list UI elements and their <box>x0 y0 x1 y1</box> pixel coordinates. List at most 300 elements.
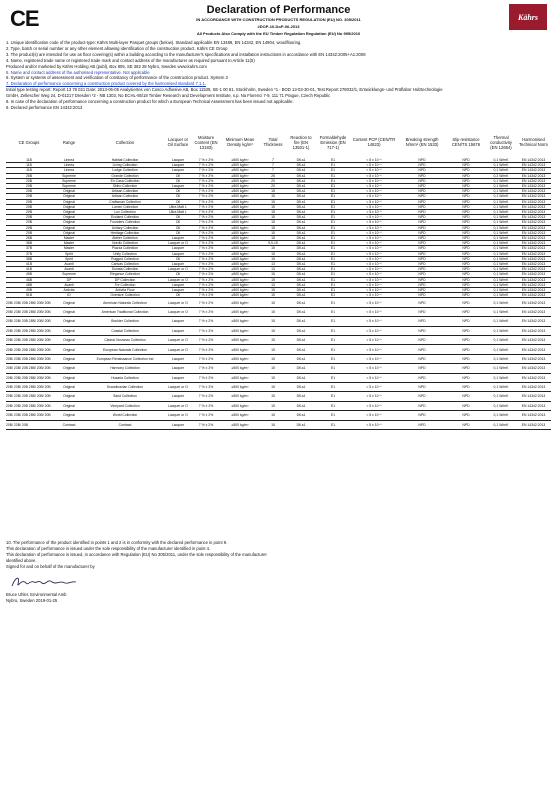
table-cell: E1 <box>316 194 350 199</box>
footer-line: This declaration of performance is issued under the sole responsibility of the manufacturer identified in point 4. <box>6 546 211 551</box>
intro-line: 9. Declared performance EN 14342:2013 <box>6 104 83 110</box>
table-cell: 7 % ± 2% <box>192 272 220 277</box>
table-cell: 7 % ± 2% <box>192 364 220 373</box>
table-cell: Lacquer <box>164 317 192 326</box>
table-cell: NPD <box>446 262 486 267</box>
table-cell: 7 % ± 2% <box>192 225 220 230</box>
table-cell: < 5 x 10⁻⁶ <box>350 345 398 354</box>
intro-line: 3. The product(s) are intended for use as floor covering(s) within a building according to the manufacturer's specifications and installation instructions in accordance with EN 14342:2005+A1:2008 <box>6 51 366 57</box>
table-cell: EN 14342:2013 <box>516 251 551 256</box>
table-cell: Coastal Collection <box>86 326 164 335</box>
table-cell: European Renaissance Collection Ind <box>86 354 164 363</box>
table-cell: 41B <box>6 267 52 272</box>
table-cell: Vineyard Collection <box>86 401 164 410</box>
table-cell: 0,1 W/mK <box>486 199 516 204</box>
table-cell: Dfl-s1 <box>286 262 316 267</box>
table-cell: ≥500 kg/m³ <box>220 383 260 392</box>
table-cell: NPD <box>446 210 486 215</box>
table-cell: EN 14342:2013 <box>516 189 551 194</box>
table-cell: Lacquer <box>164 373 192 382</box>
table-cell: NPD <box>446 251 486 256</box>
table-cell: EN 14342:2013 <box>516 317 551 326</box>
table-cell: Dfl-s1 <box>286 199 316 204</box>
table-cell: EN 14342:2013 <box>516 168 551 173</box>
table-cell: 20B/ 23B/ 20B 28B/ 20B/ 20B <box>6 317 52 326</box>
table-cell: < 5 x 10⁻⁶ <box>350 307 398 316</box>
table-cell: < 5 x 10⁻⁶ <box>350 267 398 272</box>
footer-line: 10. The performance of the product identified in points 1 and 2 is in conformity with the declared performance in point 9. <box>6 540 228 545</box>
table-cell: 0,2 W/mK <box>486 173 516 178</box>
table-cell: Lacquer or O <box>164 267 192 272</box>
table-cell: NPD <box>446 225 486 230</box>
table-cell: E1 <box>316 256 350 261</box>
table-cell: ≥500 kg/m³ <box>220 184 260 189</box>
table-cell: 20B/ 23B/ 20B 28B/ 20B/ 20B <box>6 336 52 345</box>
table-cell: EN 14342:2013 <box>516 158 551 163</box>
table-cell: EN 14342:2013 <box>516 420 551 429</box>
table-cell: 0,1 W/mK <box>486 293 516 298</box>
table-cell: NPD <box>446 288 486 293</box>
table-cell: < 5 x 10⁻⁶ <box>350 241 398 246</box>
table-cell: < 5 x 10⁻⁶ <box>350 373 398 382</box>
table-cell: ≥500 kg/m³ <box>220 326 260 335</box>
table-cell: Dfl-s1 <box>286 158 316 163</box>
table-cell: NPD <box>446 364 486 373</box>
footer-line: This declaration of performance is issued, in accordance with Regulation (EU) No 305/2011, under the sole responsibility of the manufacturer <box>6 552 267 557</box>
table-cell: ≥500 kg/m³ <box>220 204 260 209</box>
table-cell: ≥500 kg/m³ <box>220 220 260 225</box>
timber-regulation-line: All Products Also Comply with the EU Timber Regulation Regulation (EU) No 995/2010 <box>196 31 361 36</box>
table-cell: EN 14342:2013 <box>516 392 551 401</box>
table-cell: Oil <box>164 199 192 204</box>
table-cell: 38B <box>6 256 52 261</box>
table-cell: EN 14342:2013 <box>516 241 551 246</box>
table-cell: Master <box>52 246 86 251</box>
table-cell: 0,1 W/mK <box>486 401 516 410</box>
table-cell: Dfl-s1 <box>286 373 316 382</box>
table-cell: EN 14342:2013 <box>516 178 551 183</box>
table-cell: Lacquer <box>164 163 192 168</box>
table-cell: 46B <box>6 277 52 282</box>
table-cell: 7 % ± 2% <box>192 336 220 345</box>
table-cell: Original <box>52 210 86 215</box>
table-cell: E1 <box>316 178 350 183</box>
table-cell: Dfl-s1 <box>286 256 316 261</box>
table-cell: Oil <box>164 173 192 178</box>
table-cell: NPD <box>446 199 486 204</box>
table-cell: 20B/ 23B/ 20B <box>6 420 52 429</box>
table-cell: NPD <box>398 293 446 298</box>
table-cell: ≥500 kg/m³ <box>220 293 260 298</box>
table-cell: Dfl-s1 <box>286 298 316 307</box>
table-cell: NPD <box>446 230 486 235</box>
table-cell: Activita <box>52 288 86 293</box>
table-cell: Original <box>52 189 86 194</box>
table-cell: 20B/ 23B/ 20B 28B/ 20B/ 20B <box>6 307 52 316</box>
table-cell: Husaria Collection <box>86 373 164 382</box>
table-cell: EN 14342:2013 <box>516 230 551 235</box>
table-cell: 0,1 W/mK <box>486 411 516 420</box>
table-cell: Lumen Collection <box>86 204 164 209</box>
table-cell: Dfl-s1 <box>286 401 316 410</box>
column-header: CE Groups <box>18 139 40 145</box>
table-cell: Original <box>52 364 86 373</box>
table-cell: E1 <box>316 420 350 429</box>
table-cell: Original <box>52 220 86 225</box>
table-cell: 7 % ± 2% <box>192 236 220 241</box>
table-cell: EN 14342:2013 <box>516 163 551 168</box>
table-cell: E1 <box>316 220 350 225</box>
table-cell: < 5 x 10⁻⁶ <box>350 204 398 209</box>
table-cell: 7 % ± 2% <box>192 326 220 335</box>
table-cell: Dfl-s1 <box>286 215 316 220</box>
table-cell: 45B <box>6 272 52 277</box>
table-cell: 20B <box>6 210 52 215</box>
table-cell: EN 14342:2013 <box>516 354 551 363</box>
table-cell: 13 <box>260 267 286 272</box>
table-cell: ≥500 kg/m³ <box>220 288 260 293</box>
table-cell: Oil <box>164 272 192 277</box>
table-cell: 15 <box>260 307 286 316</box>
table-cell: 0,1 W/mK <box>486 277 516 282</box>
table-cell: 20B/ 23B/ 20B 28B/ 20B/ 20B <box>6 383 52 392</box>
table-cell: 7 % ± 2% <box>192 345 220 354</box>
table-cell: DP Collection <box>86 277 164 282</box>
table-cell: EN 14342:2013 <box>516 401 551 410</box>
table-cell: 11B <box>6 168 52 173</box>
ce-mark: CE <box>10 6 39 31</box>
table-cell: E1 <box>316 236 350 241</box>
table-cell: 7 % ± 2% <box>192 194 220 199</box>
table-cell: European Naturals Collection <box>86 345 164 354</box>
table-cell: ≥500 kg/m³ <box>220 354 260 363</box>
table-cell: EN 14342:2013 <box>516 373 551 382</box>
table-cell: Oil <box>164 293 192 298</box>
table-cell: Dfl-s1 <box>286 293 316 298</box>
table-cell: 20 <box>260 184 286 189</box>
table-cell: NPD <box>446 215 486 220</box>
table-cell: E1 <box>316 251 350 256</box>
table-cell: Original <box>52 373 86 382</box>
table-cell: E1 <box>316 364 350 373</box>
table-cell: 15 <box>260 392 286 401</box>
table-cell: Oil <box>164 189 192 194</box>
column-header: Harmonised Technical Norm <box>519 137 548 147</box>
signer-block <box>6 592 67 604</box>
table-cell: Original <box>52 199 86 204</box>
intro-line: 8. In case of the declaration of performance concerning a construction product for which a European Technical Assessment has been issued not applicable. <box>6 99 294 105</box>
table-cell: < 5 x 10⁻⁶ <box>350 336 398 345</box>
table-cell: 36B <box>6 241 52 246</box>
table-cell: 11B <box>6 158 52 163</box>
footer-line: identified above. <box>6 558 37 563</box>
table-cell: Spirit <box>52 251 86 256</box>
table-cell: Contract <box>52 420 86 429</box>
table-cell: 0,1 W/mK <box>486 168 516 173</box>
table-cell: Lacquer <box>164 420 192 429</box>
table-cell: NPD <box>398 199 446 204</box>
table-row <box>6 383 551 392</box>
table-cell: Dfl-s1 <box>286 364 316 373</box>
table-cell: 7 <box>260 168 286 173</box>
intro-line: GmbH, Zellescher Weg 24, D-01217 Dresden *2 - NB 1303, No ECHL-85/18 Timber Research and Development Institute, s.p. Na Florenci 7-9, 111 71 Prague, Czech Republic <box>6 93 331 99</box>
table-row <box>6 420 551 429</box>
table-cell: Habitat Collection <box>86 158 164 163</box>
table-cell: E1 <box>316 298 350 307</box>
table-cell: NPD <box>398 420 446 429</box>
intro-line: 1. Unique identification code of the product-type: Kährs Multi-layer Parquet groups (below). Standard applicable EN 13489, EN 14342, EN 14904, woodflooring. <box>6 40 302 45</box>
table-cell: Lacquer <box>164 262 192 267</box>
column-header: Total Thickness <box>263 137 283 147</box>
table-cell: 0,1 W/mK <box>486 210 516 215</box>
table-cell: Original <box>52 392 86 401</box>
table-cell: 7 <box>260 158 286 163</box>
table-cell: 20B <box>6 194 52 199</box>
table-cell: 0,1 W/mK <box>486 246 516 251</box>
table-cell: 7 % ± 2% <box>192 411 220 420</box>
table-cell: NPD <box>398 163 446 168</box>
signature-image <box>10 574 90 590</box>
regulation-line: IN ACCORDANCE WITH CONSTRUCTION PRODUCTS REGULATION (EU) NO. 305/2011 <box>196 17 361 22</box>
table-cell: 0,1 W/mK <box>486 251 516 256</box>
table-cell: 0,1 W/mK <box>486 307 516 316</box>
table-cell: Dfl-s1 <box>286 251 316 256</box>
table-cell: NPD <box>398 168 446 173</box>
table-cell: NPD <box>446 383 486 392</box>
table-cell: NPD <box>398 184 446 189</box>
table-cell: NPD <box>398 210 446 215</box>
table-cell: Lacquer or O <box>164 401 192 410</box>
column-header: Thermal conductivity (EN 12664) <box>490 134 512 150</box>
table-cell: ≥500 kg/m³ <box>220 194 260 199</box>
table-cell: Linnea <box>52 163 86 168</box>
table-cell: Dfl-s1 <box>286 411 316 420</box>
table-cell: < 5 x 10⁻⁶ <box>350 256 398 261</box>
table-cell: Oil <box>164 194 192 199</box>
table-cell: Scandinavian Collection <box>86 383 164 392</box>
table-cell: NPD <box>446 189 486 194</box>
table-cell: 7 % ± 2% <box>192 204 220 209</box>
intro-line: 6. System or systems of assessment and verification of constancy of performance of the construction product. System 3 <box>6 75 228 81</box>
table-cell: E1 <box>316 345 350 354</box>
table-cell: E1 <box>316 272 350 277</box>
column-header: Formaldehyde Emission (EN 717-1) <box>319 134 347 150</box>
table-cell: Lacquer <box>164 364 192 373</box>
table-cell: Sand Collection <box>86 392 164 401</box>
column-header: Moisture Content (EN 13183) <box>194 134 218 150</box>
intro-line: 7. Declaration of performance concerning a construction product covered by the harmonised standard 7.1.1. <box>6 81 206 87</box>
table-cell: NPD <box>446 326 486 335</box>
table-cell: E1 <box>316 277 350 282</box>
table-cell: American Traditional Collection <box>86 307 164 316</box>
table-cell: Skibo Collection <box>86 184 164 189</box>
table-cell: E1 <box>316 317 350 326</box>
table-cell: NPD <box>398 272 446 277</box>
table-cell: NPD <box>446 298 486 307</box>
table-row <box>6 354 551 363</box>
table-cell: Original <box>52 194 86 199</box>
table-row <box>6 392 551 401</box>
table-cell: ≥500 kg/m³ <box>220 230 260 235</box>
table-cell: E1 <box>316 326 350 335</box>
table-cell: < 5 x 10⁻⁶ <box>350 354 398 363</box>
table-cell: < 5 x 10⁻⁶ <box>350 288 398 293</box>
table-cell: 15 <box>260 256 286 261</box>
table-cell: Lacquer or O <box>164 345 192 354</box>
table-cell: E1 <box>316 411 350 420</box>
table-cell: EN 14342:2013 <box>516 194 551 199</box>
table-cell: 7 % ± 2% <box>192 158 220 163</box>
table-cell: Original <box>52 307 86 316</box>
table-cell: Avanti <box>52 267 86 272</box>
table-cell: 15 <box>260 251 286 256</box>
table-cell: Contract <box>86 420 164 429</box>
table-cell: Original <box>52 345 86 354</box>
table-cell: < 5 x 10⁻⁶ <box>350 401 398 410</box>
table-cell: NPD <box>446 173 486 178</box>
table-cell: E1 <box>316 293 350 298</box>
table-cell: E1 <box>316 163 350 168</box>
table-cell: Artisan Collection <box>86 189 164 194</box>
table-cell: 7 % ± 2% <box>192 178 220 183</box>
table-cell: Original <box>52 215 86 220</box>
table-cell: 0,1 W/mK <box>486 420 516 429</box>
table-cell: 15 <box>260 199 286 204</box>
table-cell: 0,1 W/mK <box>486 354 516 363</box>
table-cell: EN 14342:2013 <box>516 267 551 272</box>
table-cell: NPD <box>446 401 486 410</box>
table-row <box>6 373 551 382</box>
table-cell: NPD <box>446 256 486 261</box>
table-cell: ≥500 kg/m³ <box>220 298 260 307</box>
table-cell: E1 <box>316 204 350 209</box>
table-cell: ≥500 kg/m³ <box>220 158 260 163</box>
table-cell: 7 % ± 2% <box>192 298 220 307</box>
table-cell: 0,1 W/mK <box>486 178 516 183</box>
brand-logo: Kährs <box>509 4 547 30</box>
table-cell: NPD <box>398 267 446 272</box>
table-cell: < 5 x 10⁻⁶ <box>350 168 398 173</box>
table-cell: Dfl-s1 <box>286 326 316 335</box>
table-cell: 20B <box>6 199 52 204</box>
table-cell: 20B <box>6 178 52 183</box>
intro-line: 2. Type, batch or serial number or any other element allowing identification of the construction product. Kährs CE Group <box>6 45 228 51</box>
table-cell: NPD <box>446 158 486 163</box>
table-cell: Supreme <box>52 272 86 277</box>
table-cell: 7 % ± 2% <box>192 189 220 194</box>
table-cell: NPD <box>398 364 446 373</box>
table-cell: 20B <box>6 215 52 220</box>
table-cell: 0,1 W/mK <box>486 298 516 307</box>
table-cell: Supreme <box>52 178 86 183</box>
table-cell: Lacquer or O <box>164 277 192 282</box>
table-cell: Lacquer or O <box>164 383 192 392</box>
table-cell: Oil <box>164 256 192 261</box>
table-cell: < 5 x 10⁻⁶ <box>350 230 398 235</box>
table-cell: NPD <box>398 236 446 241</box>
table-cell: Dfl-s1 <box>286 288 316 293</box>
column-header: Breaking strength N/mm² (EN 1533) <box>405 137 439 147</box>
table-cell: NPD <box>398 354 446 363</box>
table-cell: < 5 x 10⁻⁶ <box>350 163 398 168</box>
table-cell: Dfl-s1 <box>286 277 316 282</box>
table-cell: 7 % ± 2% <box>192 215 220 220</box>
table-cell: Oil <box>164 178 192 183</box>
table-cell: 41B <box>6 262 52 267</box>
table-cell: EN 14342:2013 <box>516 277 551 282</box>
table-cell: NPD <box>398 215 446 220</box>
table-cell: EN 14342:2013 <box>516 204 551 209</box>
table-cell: 7 % ± 2% <box>192 210 220 215</box>
table-cell: Original <box>52 401 86 410</box>
table-cell: 0,1 W/mK <box>486 256 516 261</box>
table-cell: 15 <box>260 411 286 420</box>
table-cell: EN 14342:2013 <box>516 288 551 293</box>
table-row <box>6 307 551 316</box>
table-cell: EN 14342:2013 <box>516 173 551 178</box>
table-cell: ≥500 kg/m³ <box>220 178 260 183</box>
table-cell: NPD <box>398 336 446 345</box>
table-cell: EN 14342:2013 <box>516 210 551 215</box>
table-cell: Living Collection <box>86 163 164 168</box>
table-cell: Dfl-s1 <box>286 272 316 277</box>
table-cell: Heritage Collection <box>86 230 164 235</box>
table-cell: < 5 x 10⁻⁶ <box>350 411 398 420</box>
table-cell: 0,1 W/mK <box>486 236 516 241</box>
table-cell: Dfl-s1 <box>286 210 316 215</box>
table-cell: 7 % ± 2% <box>192 230 220 235</box>
table-cell: NPD <box>446 293 486 298</box>
table-row <box>6 401 551 410</box>
table-cell: ≥500 kg/m³ <box>220 210 260 215</box>
column-header: Slip resistance CEN/TS 15676 <box>451 137 481 147</box>
table-cell: Dfl-s1 <box>286 225 316 230</box>
table-cell: Grande Collection <box>86 173 164 178</box>
table-cell: Dfl-s1 <box>286 189 316 194</box>
table-cell: 0,1 W/mK <box>486 326 516 335</box>
table-cell: NPD <box>398 251 446 256</box>
table-cell: 7 % ± 2% <box>192 277 220 282</box>
table-cell: EN 14342:2013 <box>516 246 551 251</box>
table-cell: Unity Collection <box>86 251 164 256</box>
table-cell: 13 <box>260 282 286 287</box>
table-cell: < 5 x 10⁻⁶ <box>350 236 398 241</box>
table-cell: ≥500 kg/m³ <box>220 199 260 204</box>
table-cell: < 5 x 10⁻⁶ <box>350 282 398 287</box>
intro-line: 4. Name, registered trade name or registered trade mark and contact address of the manufacturer as required pursuant to Article 11(5) <box>6 57 255 63</box>
table-cell: NPD <box>446 282 486 287</box>
table-cell: NPD <box>446 411 486 420</box>
table-cell: 0,1 W/mK <box>486 189 516 194</box>
table-cell: NPD <box>398 326 446 335</box>
table-cell: EN 14342:2013 <box>516 298 551 307</box>
table-cell: 15 <box>260 354 286 363</box>
table-cell: NPD <box>446 354 486 363</box>
table-cell: 7 % ± 2% <box>192 241 220 246</box>
table-row <box>6 298 551 307</box>
table-cell: 20B <box>6 204 52 209</box>
table-cell: Original <box>52 336 86 345</box>
table-cell: Dfl-s1 <box>286 336 316 345</box>
table-cell: NPD <box>446 194 486 199</box>
table-cell: < 5 x 10⁻⁶ <box>350 225 398 230</box>
table-cell: ≥500 kg/m³ <box>220 307 260 316</box>
table-cell: NPD <box>398 246 446 251</box>
table-cell: Lux Collection <box>86 210 164 215</box>
table-cell: ≥500 kg/m³ <box>220 215 260 220</box>
table-cell: NPD <box>398 262 446 267</box>
table-cell: NPD <box>398 220 446 225</box>
